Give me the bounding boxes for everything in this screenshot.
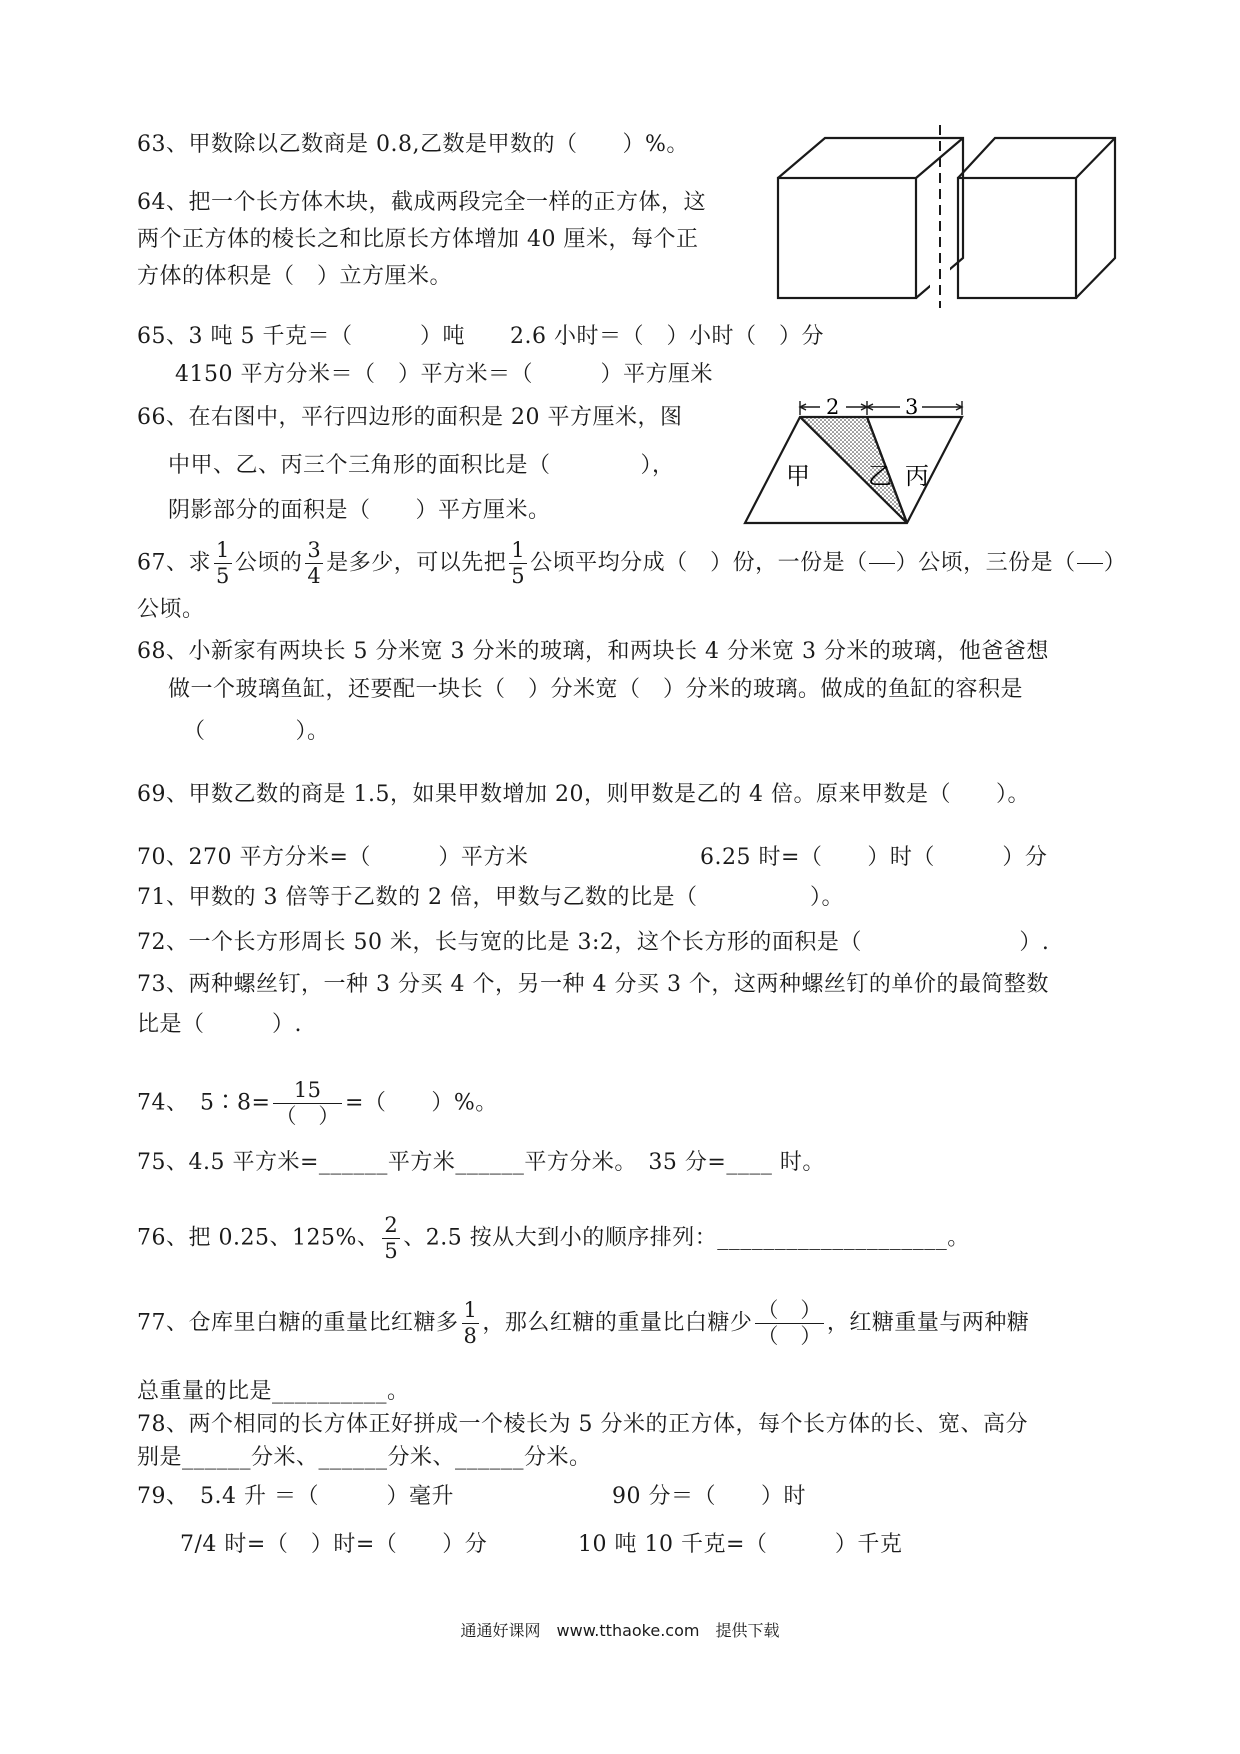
q77-text-a: 77、仓库里白糖的重量比红糖多 bbox=[137, 1310, 459, 1336]
question-78-line-1: 78、两个相同的长方体正好拼成一个棱长为 5 分米的正方体，每个长方体的长、宽、高分 bbox=[137, 1412, 1028, 1437]
question-79-part-c: 7/4 时=（ ）时=（ ）分 bbox=[180, 1532, 488, 1557]
q74-text-b: =（ ）%。 bbox=[344, 1090, 498, 1116]
question-63: 63、甲数除以乙数商是 0.8,乙数是甲数的（ ）%。 bbox=[137, 132, 689, 157]
figure-label-yi: 乙 bbox=[868, 462, 892, 490]
figure-label-jia: 甲 bbox=[786, 462, 810, 490]
q74-text-a: 74、 5∶8= bbox=[137, 1090, 271, 1116]
question-65-line-1: 65、3 吨 5 千克＝（ ）吨 2.6 小时＝（ ）小时（ ）分 bbox=[137, 324, 824, 349]
fraction-denominator: 4 bbox=[307, 564, 322, 588]
fraction-1-5 bbox=[214, 540, 232, 587]
answer-blank bbox=[869, 563, 895, 564]
fraction-1-5-second bbox=[509, 540, 527, 587]
question-64-line-2: 两个正方体的棱长之和比原长方体增加 40 厘米，每个正 bbox=[137, 227, 699, 252]
fraction-numerator: 1 bbox=[463, 1298, 478, 1322]
figure-label-2: 2 bbox=[826, 395, 840, 419]
fraction-denominator: 8 bbox=[463, 1324, 478, 1348]
question-66-line-1: 66、在右图中，平行四边形的面积是 20 平方厘米，图 bbox=[137, 405, 683, 430]
q67-text-e: ）公顷，三份是（ bbox=[895, 550, 1076, 576]
page-footer: 通通好课网 www.tthaoke.com 提供下载 bbox=[460, 1621, 780, 1640]
fraction-numerator: 1 bbox=[511, 538, 526, 562]
q67-text-f: ） bbox=[1103, 550, 1127, 576]
question-67-line-2: 公顷。 bbox=[137, 597, 205, 622]
q76-text-a: 76、把 0.25、125%、 bbox=[137, 1225, 380, 1251]
fraction-denominator: 5 bbox=[511, 564, 526, 588]
question-69: 69、甲数乙数的商是 1.5，如果甲数增加 20，则甲数是乙的 4 倍。原来甲数是（ ）。 bbox=[137, 782, 1030, 807]
question-78-line-2: 别是______分米、______分米、______分米。 bbox=[137, 1445, 592, 1470]
fraction-blank bbox=[755, 1300, 824, 1347]
question-75: 75、4.5 平方米=______平方米______平方分米。 35 分=____ 时。 bbox=[137, 1150, 825, 1175]
parallelogram-figure bbox=[740, 395, 970, 530]
question-79-part-d: 10 吨 10 千克=（ ）千克 bbox=[578, 1532, 903, 1557]
cubes-figure bbox=[770, 120, 1120, 310]
q77-text-c: ，红糖重量与两种糖 bbox=[826, 1310, 1030, 1336]
question-76 bbox=[137, 1215, 970, 1262]
question-70-part-a: 70、270 平方分米=（ ）平方米 bbox=[137, 845, 529, 870]
question-79-part-a: 79、 5.4 升 ＝（ ）毫升 bbox=[137, 1484, 454, 1509]
question-71: 71、甲数的 3 倍等于乙数的 2 倍，甲数与乙数的比是（ ）。 bbox=[137, 885, 844, 910]
answer-blank bbox=[1077, 563, 1103, 564]
fraction-numerator: 1 bbox=[216, 538, 230, 562]
question-66-line-2: 中甲、乙、丙三个三角形的面积比是（ ）， bbox=[168, 453, 675, 478]
fraction-numerator: 3 bbox=[307, 538, 322, 562]
q77-text-b: ，那么红糖的重量比白糖少 bbox=[482, 1310, 753, 1336]
fraction-15-blank bbox=[273, 1080, 342, 1127]
question-74 bbox=[137, 1080, 498, 1127]
question-67-line-1 bbox=[137, 540, 1126, 587]
q67-text-a: 67、求 bbox=[137, 550, 211, 576]
fraction-1-8 bbox=[462, 1300, 480, 1347]
fraction-2-5 bbox=[382, 1215, 400, 1262]
fraction-denominator: （ ） bbox=[275, 1104, 340, 1128]
question-68-line-1: 68、小新家有两块长 5 分米宽 3 分米的玻璃，和两块长 4 分米宽 3 分米的玻璃，他爸爸想 bbox=[137, 639, 1049, 664]
question-66-line-3: 阴影部分的面积是（ ）平方厘米。 bbox=[168, 498, 551, 523]
question-72: 72、一个长方形周长 50 米，长与宽的比是 3:2，这个长方形的面积是（ ）. bbox=[137, 930, 1050, 955]
q67-text-b: 公顷的 bbox=[234, 550, 303, 576]
q76-text-b: 、2.5 按从大到小的顺序排列：____________________。 bbox=[403, 1225, 970, 1251]
question-64-line-1: 64、把一个长方体木块，截成两段完全一样的正方体，这 bbox=[137, 190, 706, 215]
fraction-denominator: 5 bbox=[384, 1239, 399, 1263]
q67-text-c: 是多少，可以先把 bbox=[326, 550, 507, 576]
question-73-line-1: 73、两种螺丝钉，一种 3 分买 4 个，另一种 4 分买 3 个，这两种螺丝钉的单价的最简整数 bbox=[137, 972, 1049, 997]
question-64-line-3: 方体的体积是（ ）立方厘米。 bbox=[137, 264, 453, 289]
fraction-3-4 bbox=[305, 540, 323, 587]
fraction-numerator: 2 bbox=[384, 1213, 399, 1237]
question-70-part-b: 6.25 时=（ ）时（ ）分 bbox=[700, 845, 1048, 870]
figure-label-3: 3 bbox=[905, 395, 919, 419]
fraction-numerator: 15 bbox=[273, 1080, 342, 1104]
q67-text-d: 公顷平均分成（ ）份，一份是（ bbox=[530, 550, 868, 576]
figure-label-bing: 丙 bbox=[905, 462, 929, 490]
fraction-denominator: （ ） bbox=[757, 1324, 822, 1348]
question-65-line-2: 4150 平方分米＝（ ）平方米＝（ ）平方厘米 bbox=[175, 362, 713, 387]
question-77-line-1 bbox=[137, 1300, 1029, 1347]
question-77-line-2: 总重量的比是__________。 bbox=[137, 1379, 410, 1404]
question-79-part-b: 90 分＝（ ）时 bbox=[612, 1484, 806, 1509]
question-68-line-3: （ ）。 bbox=[183, 719, 330, 744]
question-68-line-2: 做一个玻璃鱼缸，还要配一块长（ ）分米宽（ ）分米的玻璃。做成的鱼缸的容积是 bbox=[168, 677, 1024, 702]
fraction-denominator: 5 bbox=[216, 564, 230, 588]
question-73-line-2: 比是（ ）. bbox=[137, 1012, 302, 1037]
fraction-numerator: （ ） bbox=[757, 1298, 822, 1322]
